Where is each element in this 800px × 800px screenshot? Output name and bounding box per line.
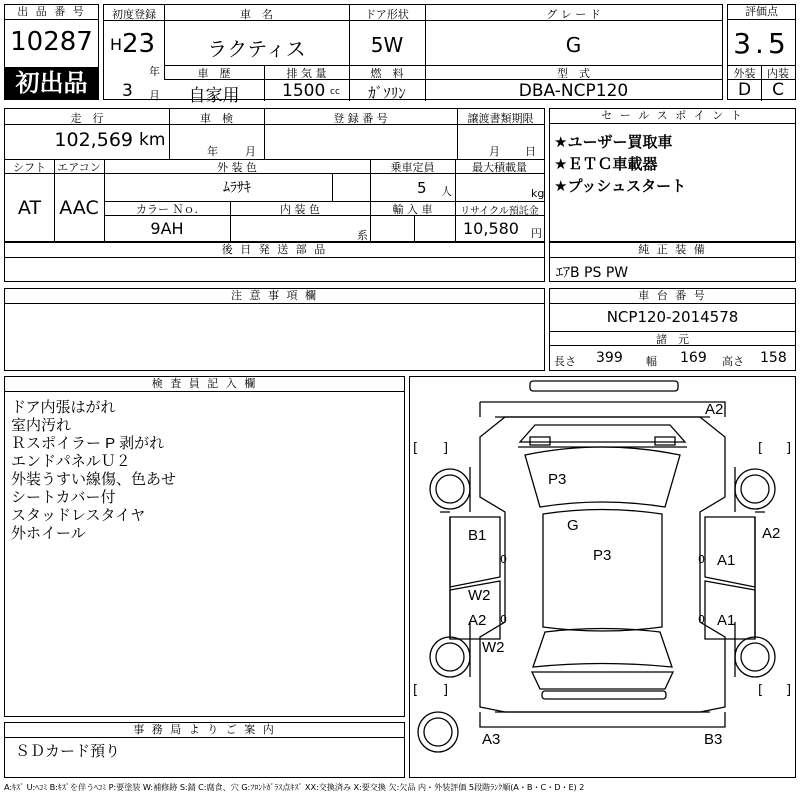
width: 169: [680, 350, 707, 366]
damage-mark: B1: [468, 527, 487, 544]
aircon-label: エアコン: [57, 161, 101, 174]
sales-point: ★ＥＴＣ車載器: [554, 155, 658, 173]
recycle-unit: 円: [531, 227, 542, 240]
score-label: 評価点: [728, 5, 795, 20]
info-block: [4, 108, 545, 242]
displacement-label: 排 気 量: [286, 67, 327, 80]
bracket-mark: [: [758, 441, 764, 456]
fuel: ｶﾞｿﾘﾝ: [368, 84, 406, 102]
grade: G: [565, 33, 582, 57]
height: 158: [760, 350, 787, 366]
history: 自家用: [188, 86, 240, 106]
import-label: 輸 入 車: [392, 203, 433, 216]
damage-mark: W2: [468, 587, 491, 604]
fuel-label: 燃 料: [370, 67, 404, 80]
car-name-label: 車 名: [240, 8, 273, 21]
first-reg-month: 3: [122, 81, 133, 101]
damage-mark: G: [567, 517, 579, 534]
shift: AT: [17, 197, 42, 219]
color-no: 9AH: [150, 219, 184, 238]
inspector-box: [4, 376, 405, 717]
capacity-unit: 人: [441, 185, 452, 198]
first-reg-year: 23: [122, 29, 156, 59]
inspector-line: シートカバー付: [11, 489, 116, 506]
bracket-mark: ]: [786, 441, 792, 456]
bracket-mark: [: [758, 683, 764, 698]
sales-point: ★プッシュスタート: [554, 177, 687, 195]
equipment-value: ｴｱB PS PW: [556, 265, 629, 281]
length: 399: [596, 350, 623, 366]
inspector-line: 室内汚れ: [11, 417, 72, 434]
inspection-label: 車 検: [200, 112, 233, 125]
inspector-line: Ｒスポイラー P 剥がれ: [11, 435, 165, 452]
interior-label: 内装: [767, 67, 789, 80]
color-no-label: カラー Ｎｏ.: [136, 203, 198, 216]
chassis-number: NCP120-2014578: [606, 308, 739, 326]
later-parts-box: [4, 242, 545, 282]
bracket-mark: [: [413, 683, 419, 698]
sales-points-box: [549, 108, 796, 242]
recycle-amount: 10,580: [463, 219, 519, 238]
exterior-grade: D: [737, 80, 752, 100]
history-label: 車 歴: [197, 67, 231, 80]
damage-mark: P3: [593, 547, 612, 564]
transfer-day-unit: 日: [525, 145, 536, 158]
displacement-unit: cc: [330, 87, 340, 97]
legend-text: A:ｷｽﾞ U:ﾍｺﾐ B:ｷｽﾞを伴うﾍｺﾐ P:要塗装 W:補修跡 S:錆 C:腐食、穴 G:ﾌﾛﾝﾄｶﾞﾗｽ点ｷｽﾞ XX:交換済み X:要交換 欠:欠品 内・外装評価 5段階ﾗﾝｸ順(A・B・C・D・E) 2: [4, 782, 585, 792]
bracket-mark: [: [413, 441, 419, 456]
ext-color: ﾑﾗｻｷ: [223, 180, 251, 196]
spec-label: 諸 元: [656, 333, 689, 346]
lot-number-box: [4, 4, 99, 100]
panel-zero: 0: [698, 553, 705, 566]
first-listing-badge: 初出品: [5, 67, 98, 99]
month-unit: 月: [149, 89, 160, 102]
notes-label: 注 意 事 項 欄: [5, 289, 544, 304]
bracket-mark: ]: [786, 683, 792, 698]
notes-box: [4, 288, 545, 371]
height-label: 高さ: [722, 355, 744, 368]
exterior-label: 外装: [733, 67, 756, 80]
damage-mark: P3: [548, 471, 567, 488]
int-color-unit: 系: [357, 229, 368, 242]
damage-mark: A1: [717, 612, 736, 629]
door-label: ドア形状: [365, 8, 409, 21]
damage-mark: B3: [704, 731, 723, 748]
mileage: 102,569: [54, 129, 133, 151]
inspector-line: スタッドレスタイヤ: [11, 507, 146, 524]
car-diagram-box: [409, 376, 796, 778]
transfer-month-unit: 月: [489, 145, 500, 158]
office-text: ＳＤカード預り: [15, 742, 121, 760]
recycle-label: リサイクル預託金: [460, 206, 539, 217]
inspector-line: 外ホイール: [11, 525, 86, 542]
equipment-box: [549, 242, 796, 282]
panel-zero: 0: [698, 613, 705, 626]
bracket-mark: ]: [443, 441, 449, 456]
equipment-label: 純 正 装 備: [550, 243, 795, 258]
grade-label: グ レ ー ド: [546, 8, 601, 21]
reg-no-label: 登 録 番 号: [333, 112, 388, 125]
inspector-line: エンドパネルＵ２: [11, 453, 131, 470]
chassis-label: 車 台 番 号: [550, 289, 795, 304]
damage-mark: A2: [762, 525, 781, 542]
car-diagram: [410, 377, 795, 777]
capacity-label: 乗車定員: [390, 161, 435, 174]
bracket-mark: ]: [443, 683, 449, 698]
displacement: 1500: [282, 81, 326, 101]
panel-zero: 0: [500, 613, 507, 626]
inspection-month-unit: 月: [245, 145, 256, 158]
inspector-line: ドア内張はがれ: [11, 399, 116, 416]
ext-color-label: 外 装 色: [217, 161, 257, 174]
int-color-label: 内 装 色: [280, 203, 320, 216]
sales-points-label: セ ー ル ス ポ イ ン ト: [550, 109, 795, 124]
mileage-label: 走 行: [70, 112, 104, 125]
first-reg-label: 初度登録: [112, 8, 156, 21]
vehicle-header-box: [103, 4, 723, 106]
length-label: 長さ: [554, 355, 576, 368]
score: 3.5: [733, 27, 790, 60]
width-label: 幅: [646, 355, 657, 368]
interior-grade: C: [772, 80, 784, 100]
damage-mark: A1: [717, 552, 736, 569]
damage-mark: W2: [482, 639, 505, 656]
damage-mark: A2: [705, 401, 724, 418]
office-label: 事 務 局 よ り ご 案 内: [5, 723, 404, 738]
door-type: 5W: [370, 33, 404, 57]
era: H: [110, 35, 123, 54]
chassis-box: [549, 288, 796, 371]
inspector-label: 検 査 員 記 入 欄: [5, 377, 404, 392]
lot-number-label: 出 品 番 号: [5, 5, 98, 20]
shift-label: シフト: [13, 161, 46, 174]
transfer-label: 譲渡書類期限: [467, 112, 534, 125]
score-box: [727, 4, 796, 100]
load-unit: kg: [531, 187, 545, 200]
sales-point: ★ユーザー買取車: [554, 133, 673, 151]
inspector-line: 外装うすい線傷、色あせ: [11, 471, 177, 488]
year-unit: 年: [149, 65, 160, 78]
aircon: AAC: [59, 197, 99, 219]
capacity: 5: [417, 179, 427, 197]
panel-zero: 0: [500, 553, 507, 566]
damage-mark: A3: [482, 731, 501, 748]
inspection-year-unit: 年: [207, 145, 218, 158]
later-parts-label: 後 日 発 送 部 品: [5, 243, 544, 258]
model-label: 型 式: [557, 67, 590, 80]
damage-mark: A2: [468, 612, 487, 629]
mileage-unit: km: [139, 130, 166, 150]
model-code: DBA-NCP120: [518, 81, 629, 101]
lot-number: 10287: [10, 27, 93, 57]
office-box: [4, 722, 405, 778]
car-name: ラクティス: [207, 37, 306, 61]
load-label: 最大積載量: [472, 161, 527, 174]
